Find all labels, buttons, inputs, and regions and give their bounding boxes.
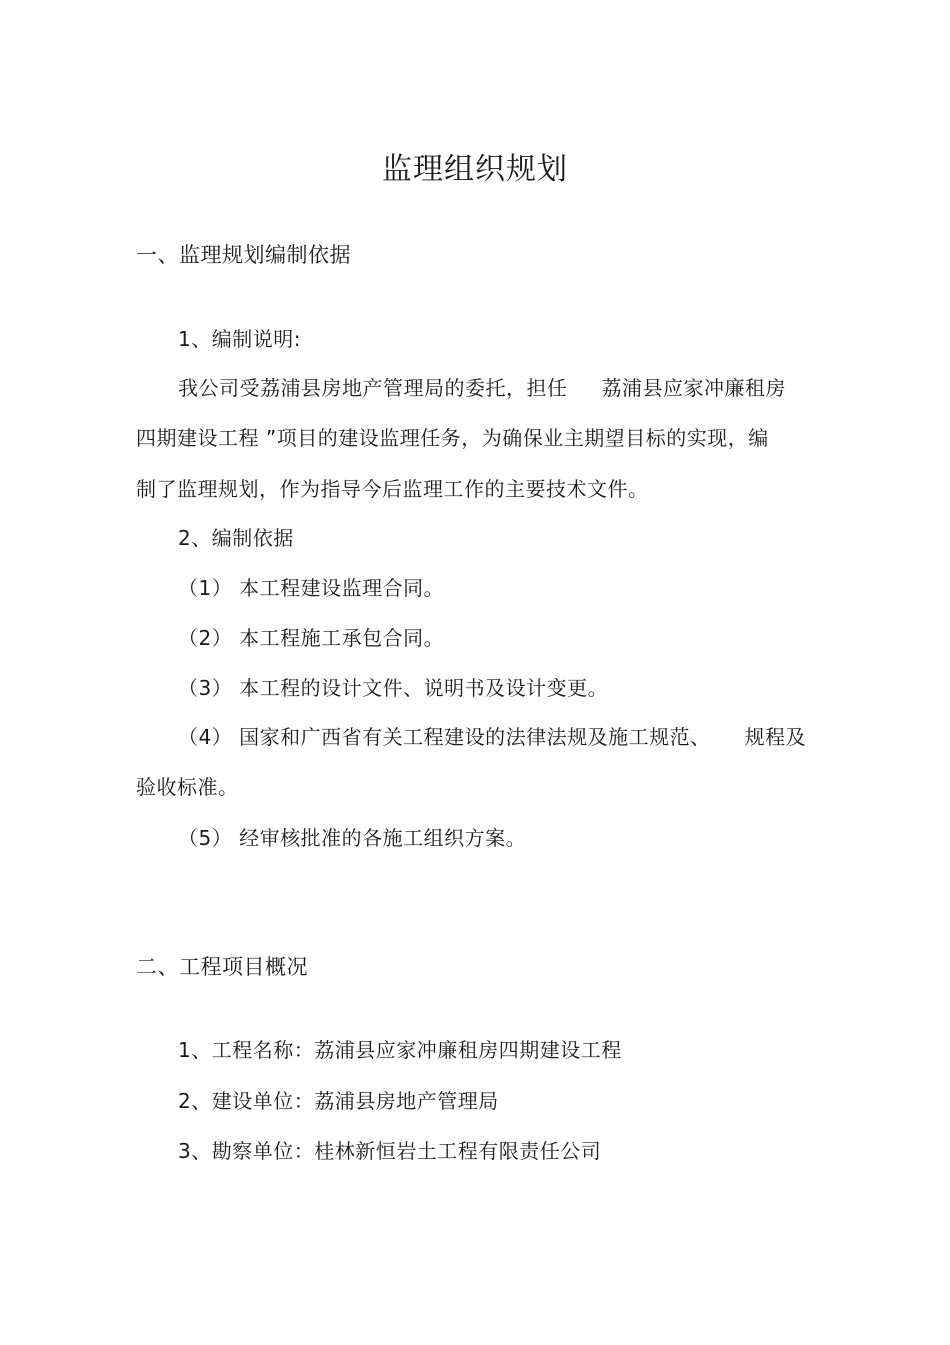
project-item-3: 3、勘察单位：桂林新恒岩土工程有限责任公司 (178, 1139, 602, 1163)
subsection-1-heading: 1、编制说明: (178, 327, 301, 351)
project-item-2: 2、建设单位：荔浦县房地产管理局 (178, 1089, 499, 1113)
section-1-heading: 一、监理规划编制依据 (136, 243, 351, 267)
paragraph-line-1-part-a: 我公司受荔浦县房地产管理局的委托，担任 (178, 376, 568, 400)
paragraph-line-2: 四期建设工程 ”项目的建设监理任务，为确保业主期望目标的实现，编 (136, 426, 769, 450)
basis-item-1: （1） 本工程建设监理合同。 (178, 576, 445, 600)
basis-item-3: （3） 本工程的设计文件、说明书及设计变更。 (178, 676, 609, 700)
basis-item-2: （2） 本工程施工承包合同。 (178, 626, 445, 650)
basis-item-4 (178, 723, 806, 751)
paragraph-line-1 (178, 374, 786, 402)
project-item-1: 1、工程名称：荔浦县应家冲廉租房四期建设工程 (178, 1038, 622, 1062)
basis-item-4-continuation: 验收标准。 (136, 775, 239, 799)
page-title: 监理组织规划 (382, 152, 568, 187)
basis-item-4-part-a: （4） 国家和广西省有关工程建设的法律法规及施工规范、 (178, 725, 711, 749)
section-2-heading: 二、工程项目概况 (136, 955, 308, 979)
basis-item-4-part-b: 规程及 (744, 725, 807, 749)
basis-item-5: （5） 经审核批准的各施工组织方案。 (178, 826, 527, 850)
paragraph-line-1-part-b: 荔浦县应家冲廉租房 (601, 376, 786, 400)
subsection-2-heading: 2、编制依据 (178, 526, 294, 550)
paragraph-line-3: 制了监理规划，作为指导今后监理工作的主要技术文件。 (136, 477, 649, 501)
